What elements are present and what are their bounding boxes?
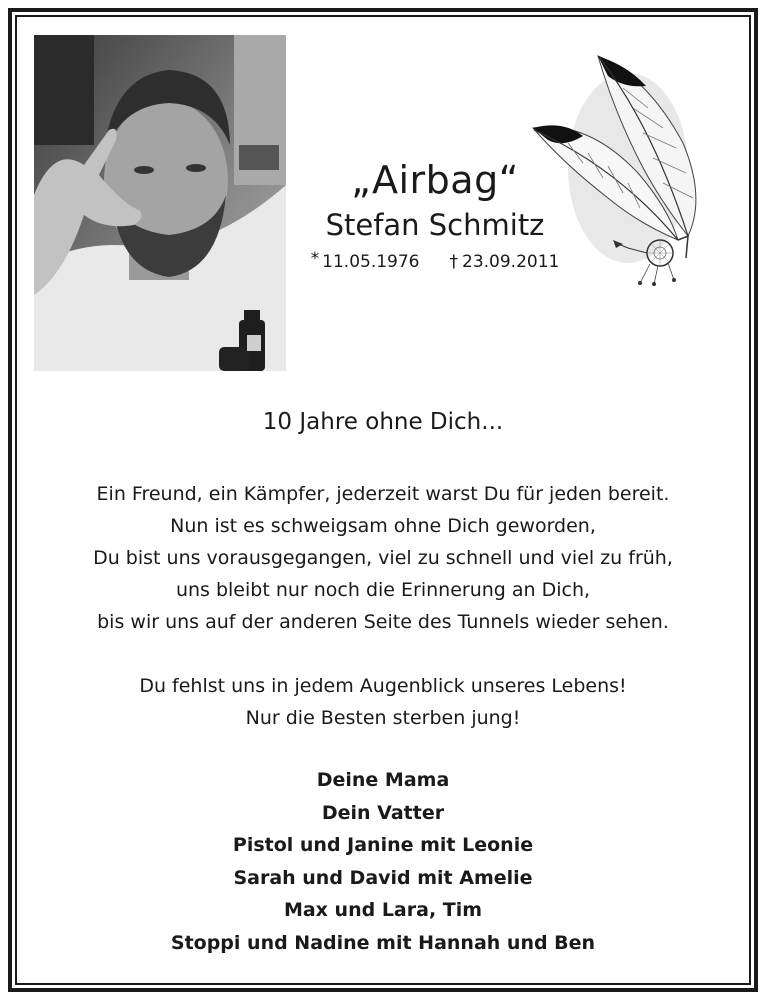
- birth-date: 11.05.1976: [322, 252, 420, 272]
- poem-line: uns bleibt nur noch die Erinnerung an Dich,: [175, 579, 591, 601]
- poem-line: Ein Freund, ein Kämpfer, jederzeit warst Du für jeden bereit.: [96, 483, 670, 505]
- poem-line: Du bist uns vorausgegangen, viel zu schnell und viel zu früh,: [93, 547, 673, 569]
- headline: 10 Jahre ohne Dich...: [262, 409, 504, 435]
- closing-line: Nur die Besten sterben jung!: [245, 707, 521, 729]
- closing-line: Du fehlst uns in jedem Augenblick unseres Lebens!: [139, 675, 627, 697]
- feathers-dreamcatcher-icon: [528, 48, 703, 288]
- signature-line: Deine Mama: [316, 769, 450, 791]
- birth-symbol: *: [310, 249, 320, 269]
- poem-line: Nun ist es schweigsam ohne Dich geworden,: [170, 515, 596, 537]
- signature-line: Pistol und Janine mit Leonie: [232, 834, 534, 856]
- death-date: 23.09.2011: [462, 252, 560, 272]
- death-symbol: †: [449, 252, 458, 272]
- birth-date-group: [311, 250, 420, 274]
- signature-line: Stoppi und Nadine mit Hannah und Ben: [170, 931, 596, 954]
- signature-line: Dein Vatter: [321, 801, 445, 824]
- signature-line: Max und Lara, Tim: [283, 899, 483, 921]
- poem-line: bis wir uns auf der anderen Seite des Tunnels wieder sehen.: [97, 611, 669, 633]
- full-name: Stefan Schmitz: [325, 208, 545, 242]
- closing-lines: [0, 670, 766, 734]
- nickname: „Airbag“: [351, 158, 519, 202]
- portrait-photo: [34, 35, 286, 371]
- poem: [0, 478, 766, 638]
- signatures: [0, 764, 766, 959]
- signature-line: Sarah und David mit Amelie: [233, 866, 533, 889]
